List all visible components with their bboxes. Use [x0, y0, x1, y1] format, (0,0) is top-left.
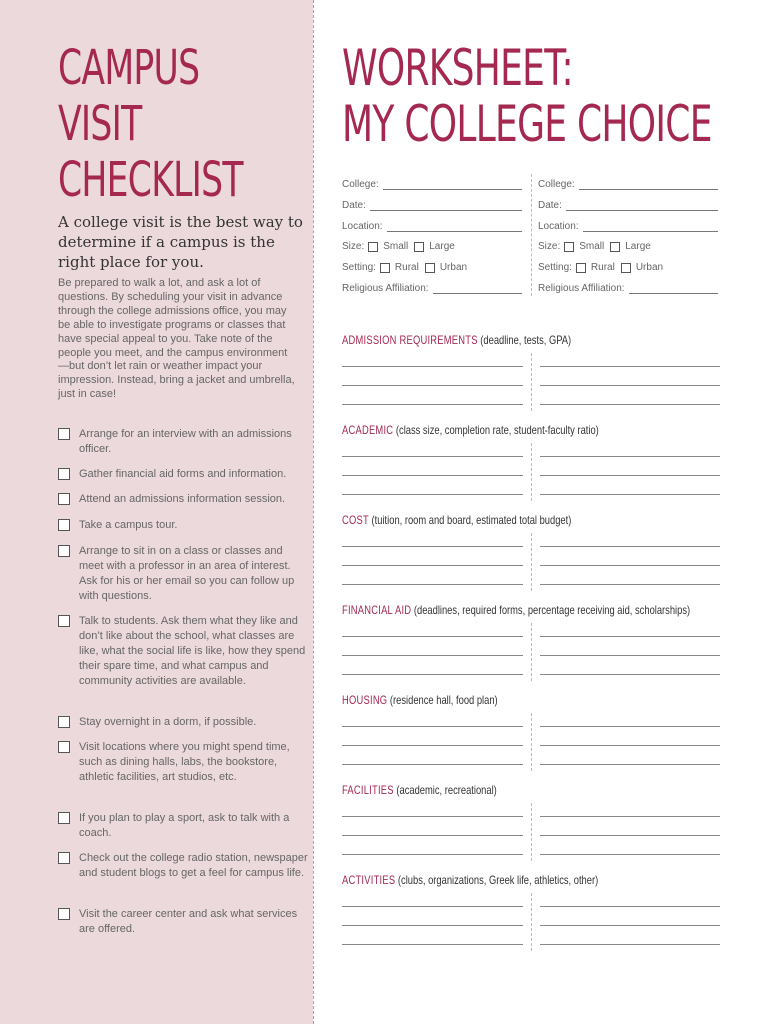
religious-field-a[interactable]	[342, 280, 522, 294]
column-separator	[531, 803, 532, 861]
write-in-line[interactable]	[540, 674, 720, 675]
checkbox[interactable]	[414, 242, 424, 252]
column-separator	[531, 623, 532, 681]
option-label: Large	[625, 241, 651, 252]
write-in-line[interactable]	[342, 726, 523, 727]
checklist-item	[58, 614, 308, 689]
setting-field-b	[538, 259, 718, 273]
write-in-line[interactable]	[342, 366, 523, 367]
section-detail: (deadlines, required forms, percentage receiving aid, scholarships)	[413, 603, 691, 617]
column-separator	[531, 533, 532, 591]
field-line[interactable]	[629, 284, 718, 294]
field-line[interactable]	[383, 180, 522, 190]
setting-rural-option[interactable]	[576, 262, 615, 273]
write-in-line[interactable]	[342, 546, 523, 547]
write-in-line[interactable]	[540, 475, 720, 476]
field-label: Location:	[538, 221, 579, 232]
field-label: Location:	[342, 221, 383, 232]
section-name: FINANCIAL AID	[342, 603, 412, 617]
checklist-title-line: CHECKLIST	[58, 152, 243, 208]
section-name: HOUSING	[342, 693, 388, 707]
checkbox[interactable]	[564, 242, 574, 252]
section-heading	[342, 873, 598, 887]
write-in-line[interactable]	[540, 854, 720, 855]
section-detail: (deadline, tests, GPA)	[480, 333, 572, 347]
section-detail: (academic, recreational)	[396, 783, 497, 797]
write-in-line[interactable]	[342, 565, 523, 566]
field-label: Religious Affiliation:	[342, 283, 429, 294]
column-separator	[531, 443, 532, 501]
option-label: Rural	[590, 262, 615, 273]
field-label: Religious Affiliation:	[538, 283, 625, 294]
size-small-option[interactable]	[564, 241, 604, 252]
checkbox[interactable]	[576, 263, 586, 273]
write-in-line[interactable]	[540, 925, 720, 926]
section-name: FACILITIES	[342, 783, 394, 797]
write-in-line[interactable]	[342, 674, 523, 675]
write-in-line[interactable]	[342, 764, 523, 765]
field-label: Size:	[342, 241, 365, 252]
checklist-item-text: Arrange to sit in on a class or classes and meet with a professor in an area of interest. Ask for his or her email so you can follow up with questions.	[79, 545, 295, 602]
write-in-line[interactable]	[342, 655, 523, 656]
checklist-title-line: VISIT	[58, 96, 142, 152]
checkbox[interactable]	[610, 242, 620, 252]
field-line[interactable]	[583, 222, 718, 232]
write-in-line[interactable]	[540, 385, 720, 386]
date-field-a[interactable]	[342, 197, 522, 211]
college-field-b[interactable]	[538, 176, 718, 190]
checkbox[interactable]	[58, 812, 70, 824]
write-in-line[interactable]	[540, 456, 720, 457]
write-in-line[interactable]	[540, 366, 720, 367]
section-detail: (residence hall, food plan)	[389, 693, 498, 707]
field-label: Date:	[538, 200, 562, 211]
checkbox[interactable]	[58, 493, 70, 505]
checklist-item-text: Gather financial aid forms and information.	[79, 468, 287, 480]
worksheet-subtitle: MY COLLEGE CHOICE	[342, 95, 712, 153]
checklist-item-text: Visit the career center and ask what services are offered.	[79, 908, 298, 935]
write-in-line[interactable]	[342, 854, 523, 855]
option-label: Urban	[635, 262, 664, 273]
write-in-line[interactable]	[540, 764, 720, 765]
field-label: College:	[538, 179, 575, 190]
checklist-item-text: Arrange for an interview with an admissions officer.	[79, 428, 292, 455]
field-label: College:	[342, 179, 379, 190]
section-name: ACTIVITIES	[342, 873, 396, 887]
write-in-line[interactable]	[540, 655, 720, 656]
section-heading	[342, 513, 571, 527]
size-large-option[interactable]	[610, 241, 651, 252]
checkbox[interactable]	[368, 242, 378, 252]
section-name: ACADEMIC	[342, 423, 394, 437]
write-in-line[interactable]	[540, 816, 720, 817]
write-in-line[interactable]	[342, 925, 523, 926]
checklist-lead: A college visit is the best way to determine if a campus is the right place for you.	[58, 213, 303, 271]
section-detail: (clubs, organizations, Greek life, athletics, other)	[397, 873, 599, 887]
size-large-option[interactable]	[414, 241, 455, 252]
checklist-item-text: Visit locations where you might spend time, such as dining halls, labs, the bookstore, athletic facilities, art studios, etc.	[79, 741, 290, 783]
write-in-line[interactable]	[342, 816, 523, 817]
column-separator	[531, 893, 532, 951]
option-label: Small	[579, 241, 605, 252]
checklist-item-text: Stay overnight in a dorm, if possible.	[79, 716, 257, 728]
location-field-a[interactable]	[342, 218, 522, 232]
checklist-body: Be prepared to walk a lot, and ask a lot of questions. By scheduling your visit in advance through the college admissions office, you may be able to investigate programs or classes that have special appeal to you. Take note of the people you meet, and the campus environment—but don’t let rain or weather impact your impression. Instead, bring a jacket and umbrella, just in case!	[58, 277, 295, 401]
checklist-title-line: CAMPUS	[58, 40, 200, 96]
write-in-line[interactable]	[342, 636, 523, 637]
write-in-line[interactable]	[342, 456, 523, 457]
write-in-line[interactable]	[342, 944, 523, 945]
checklist-item	[58, 518, 308, 533]
checklist-item	[58, 851, 308, 881]
write-in-line[interactable]	[342, 835, 523, 836]
write-in-line[interactable]	[540, 546, 720, 547]
field-line[interactable]	[387, 222, 522, 232]
write-in-line[interactable]	[540, 494, 720, 495]
write-in-line[interactable]	[342, 404, 523, 405]
date-field-b[interactable]	[538, 197, 718, 211]
checkbox[interactable]	[58, 468, 70, 480]
location-field-b[interactable]	[538, 218, 718, 232]
checklist-item	[58, 544, 308, 604]
write-in-line[interactable]	[540, 745, 720, 746]
checklist-item-text: Talk to students. Ask them what they like and don’t like about the school, what classes are like, what the social life is like, how they spend their spare time, and what campus and community activities are available.	[79, 615, 306, 687]
checklist-item-text: If you plan to play a sport, ask to talk with a coach.	[79, 812, 290, 839]
section-heading	[342, 603, 690, 617]
write-in-line[interactable]	[540, 584, 720, 585]
checklist-item-text: Take a campus tour.	[79, 519, 178, 531]
section-name: COST	[342, 513, 369, 527]
option-label: Small	[383, 241, 409, 252]
checklist-item	[58, 715, 308, 730]
checkbox[interactable]	[58, 741, 70, 753]
write-in-line[interactable]	[540, 565, 720, 566]
section-name: ADMISSION REQUIREMENTS	[342, 333, 478, 347]
field-line[interactable]	[579, 180, 718, 190]
section-heading	[342, 693, 498, 707]
checklist-item	[58, 907, 308, 937]
setting-rural-option[interactable]	[380, 262, 419, 273]
checklist-title	[58, 40, 243, 208]
field-label: Setting:	[342, 262, 376, 273]
write-in-line[interactable]	[540, 906, 720, 907]
checklist-item	[58, 427, 308, 457]
checkbox[interactable]	[380, 263, 390, 273]
size-small-option[interactable]	[368, 241, 408, 252]
checkbox[interactable]	[58, 852, 70, 864]
field-label: Date:	[342, 200, 366, 211]
checklist-item	[58, 740, 308, 785]
checklist-item-text: Attend an admissions information session.	[79, 493, 286, 505]
section-heading	[342, 423, 599, 437]
checklist-item	[58, 811, 308, 841]
religious-field-b[interactable]	[538, 280, 718, 294]
write-in-line[interactable]	[342, 906, 523, 907]
checkbox[interactable]	[58, 716, 70, 728]
write-in-line[interactable]	[342, 494, 523, 495]
field-line[interactable]	[370, 201, 522, 211]
setting-field-a	[342, 259, 522, 273]
checklist-item	[58, 492, 308, 507]
column-separator	[531, 713, 532, 771]
checkbox[interactable]	[425, 263, 435, 273]
write-in-line[interactable]	[540, 636, 720, 637]
field-line[interactable]	[433, 284, 522, 294]
checkbox[interactable]	[58, 615, 70, 627]
write-in-line[interactable]	[342, 475, 523, 476]
setting-urban-option[interactable]	[621, 262, 663, 273]
field-line[interactable]	[566, 201, 718, 211]
college-field-a[interactable]	[342, 176, 522, 190]
write-in-line[interactable]	[540, 404, 720, 405]
write-in-line[interactable]	[540, 944, 720, 945]
write-in-line[interactable]	[342, 745, 523, 746]
write-in-line[interactable]	[540, 726, 720, 727]
option-label: Rural	[394, 262, 419, 273]
section-heading	[342, 783, 497, 797]
write-in-line[interactable]	[342, 385, 523, 386]
write-in-line[interactable]	[540, 835, 720, 836]
setting-urban-option[interactable]	[425, 262, 467, 273]
size-field-a	[342, 238, 522, 252]
size-field-b	[538, 238, 718, 252]
checkbox[interactable]	[58, 519, 70, 531]
checkbox[interactable]	[58, 908, 70, 920]
checkbox[interactable]	[621, 263, 631, 273]
checkbox[interactable]	[58, 545, 70, 557]
write-in-line[interactable]	[342, 584, 523, 585]
field-label: Setting:	[538, 262, 572, 273]
checkbox[interactable]	[58, 428, 70, 440]
section-detail: (class size, completion rate, student-faculty ratio)	[395, 423, 599, 437]
column-separator	[531, 174, 532, 296]
section-detail: (tuition, room and board, estimated total budget)	[371, 513, 572, 527]
column-separator	[531, 353, 532, 411]
section-heading	[342, 333, 571, 347]
checklist-item	[58, 467, 308, 482]
field-label: Size:	[538, 241, 561, 252]
checklist-item-text: Check out the college radio station, newspaper and student blogs to get a feel for campus life.	[79, 852, 308, 879]
worksheet-title: WORKSHEET:	[342, 39, 573, 97]
option-label: Large	[429, 241, 455, 252]
cut-line-divider	[313, 0, 314, 1024]
option-label: Urban	[439, 262, 468, 273]
